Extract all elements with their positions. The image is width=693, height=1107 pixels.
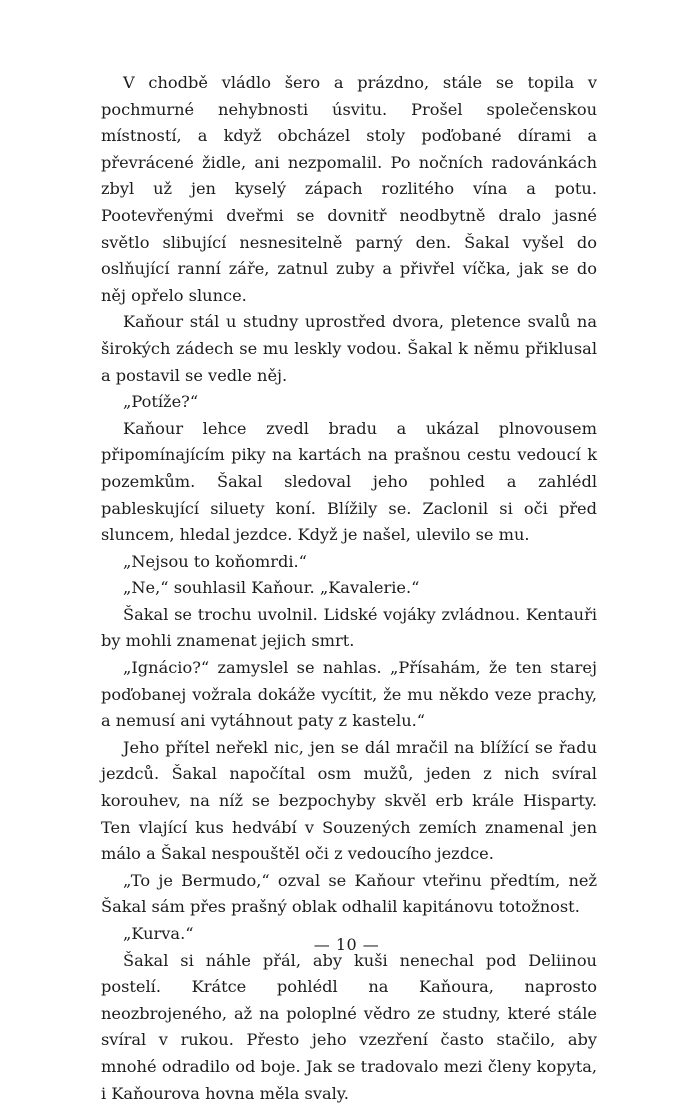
paragraph-2: Kaňour stál u studny uprostřed dvora, pletence svalů na širokých zádech se mu leskly vodou. Šakal k němu přiklusal a postavil se vedle něj. bbox=[101, 312, 597, 385]
paragraph-5: „Nejsou to koňomrdi.“ bbox=[123, 551, 307, 571]
paragraph-7: Šakal se trochu uvolnil. Lidské vojáky zvládnou. Kentauři by mohli znamenat jejich smrt. bbox=[101, 604, 597, 651]
paragraph-3: „Potíže?“ bbox=[123, 392, 199, 412]
paragraph-9: Jeho přítel neřekl nic, jen se dál mračil na blížící se řadu jezdců. Šakal napočítal osm mužů, jeden z nich svíral korouhev, na níž se bezpochyby skvěl erb krále Hisparty. Ten vlající kus hedvábí v Souzených zemích znamenal jen málo a Šakal nespouštěl oči z vedoucího jezdce. bbox=[101, 737, 597, 864]
page-number: — 10 — bbox=[313, 935, 380, 954]
paragraph-10: „To je Bermudo,“ ozval se Kaňour vteřinu předtím, než Šakal sám přes prašný oblak odhalil kapitánovu totožnost. bbox=[101, 870, 597, 917]
paragraph-4: Kaňour lehce zvedl bradu a ukázal plnovousem připomínajícím piky na kartách na prašnou cestu vedoucí k pozemkům. Šakal sledoval jeho pohled a zahlédl pableskující siluety koní. Blížily se. Zaclonil si oči před sluncem, hledal jezdce. Když je našel, ulevilo se mu. bbox=[101, 418, 597, 545]
paragraph-6: „Ne,“ souhlasil Kaňour. „Kavalerie.“ bbox=[123, 578, 420, 598]
paragraph-12: Šakal si náhle přál, aby kuši nenechal pod Deliinou postelí. Krátce pohlédl na Kaňoura, naprosto neozbrojeného, až na poloplné vědro ze studny, které stále svíral v rukou. Přesto jeho vzezření často stačilo, aby mnohé odradilo od boje. Jak se tradovalo mezi členy kopyta, i Kaňourova hovna měla svaly. bbox=[101, 950, 597, 1103]
paragraph-1: V chodbě vládlo šero a prázdno, stále se topila v pochmurné nehybnosti úsvitu. Prošel společenskou místností, a když obcházel stoly poďobané dírami a převrácené židle, ani nezpomalil. Po nočních radovánkách zbyl už jen kyselý zápach rozlitého vína a potu. Pootevřenými dveřmi se dovnitř neodbytně dralo jasné světlo slibující nesnesitelně parný den. Šakal vyšel do oslňující ranní záře, zatnul zuby a přivřel víčka, jak se do něj opřelo slunce. bbox=[101, 73, 597, 305]
paragraph-8: „Ignácio?“ zamyslel se nahlas. „Přísahám, že ten starej poďobanej vožrala dokáže vycítit, že mu někdo veze prachy, a nemusí ani vytáhnout paty z kastelu.“ bbox=[101, 658, 597, 731]
paragraph-11: „Kurva.“ bbox=[123, 924, 194, 943]
